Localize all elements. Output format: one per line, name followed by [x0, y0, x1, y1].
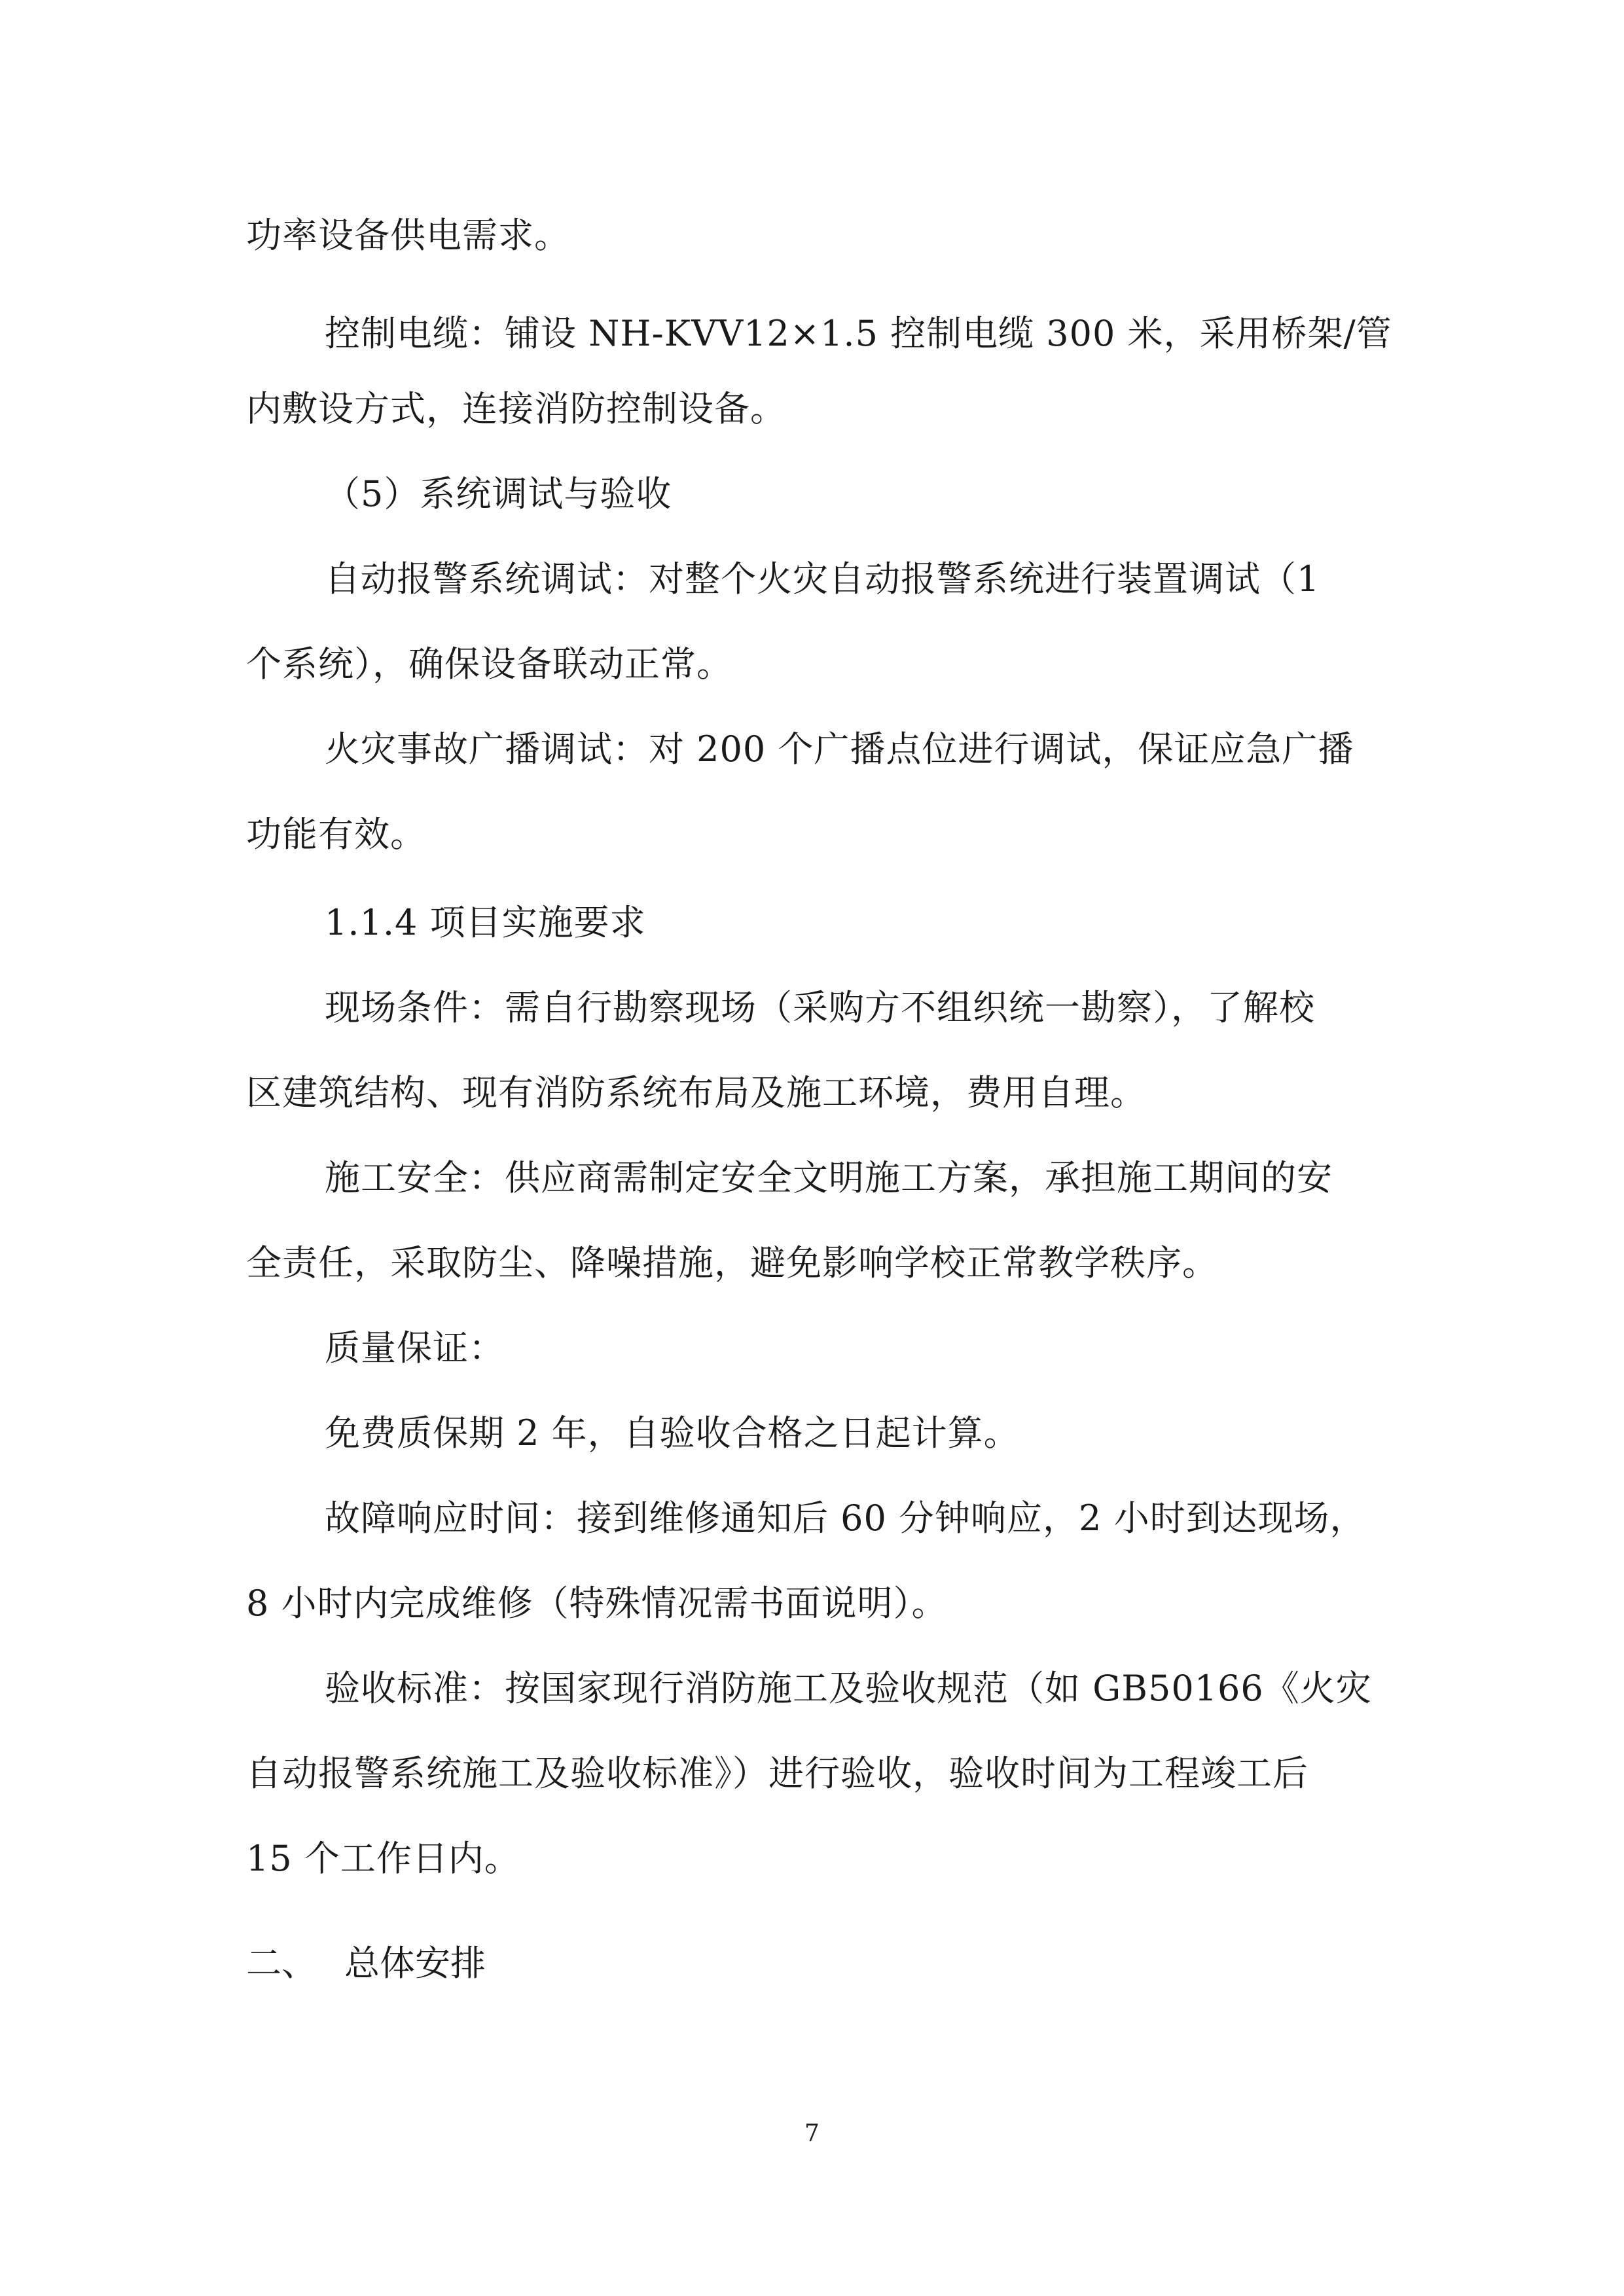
page-number: 7 — [804, 2120, 820, 2147]
paragraph-line: 个系统），确保设备联动正常。 — [246, 643, 732, 685]
paragraph-line: 质量保证： — [325, 1327, 505, 1369]
paragraph-line: 自动报警系统调试：对整个火灾自动报警系统进行装置调试（1 — [325, 558, 1320, 600]
paragraph-line: 8 小时内完成维修（特殊情况需书面说明）。 — [246, 1583, 948, 1624]
subsection-heading: 1.1.4 项目实施要求 — [325, 902, 646, 943]
paragraph-line: 验收标准：按国家现行消防施工及验收规范（如 GB50166《火灾 — [325, 1668, 1372, 1709]
paragraph-line: 现场条件：需自行勘察现场（采购方不组织统一勘察），了解校 — [325, 987, 1315, 1028]
section-number: 二、 — [246, 1943, 317, 1984]
paragraph-line: 施工安全：供应商需制定安全文明施工方案，承担施工期间的安 — [325, 1157, 1333, 1198]
paragraph-line: 区建筑结构、现有消防系统布局及施工环境，费用自理。 — [246, 1072, 1146, 1113]
paragraph-line: 火灾事故广播调试：对 200 个广播点位进行调试，保证应急广播 — [325, 728, 1354, 770]
section-title: 总体安排 — [344, 1943, 486, 1984]
paragraph-line: 故障响应时间：接到维修通知后 60 分钟响应，2 小时到达现场， — [325, 1498, 1366, 1539]
subsection-heading: （5）系统调试与验收 — [325, 473, 672, 514]
paragraph-line: 免费质保期 2 年，自验收合格之日起计算。 — [325, 1412, 1020, 1454]
paragraph-line: 15 个工作日内。 — [246, 1838, 520, 1879]
paragraph-line: 功能有效。 — [246, 814, 426, 855]
paragraph-line: 自动报警系统施工及验收标准》）进行验收，验收时间为工程竣工后 — [246, 1753, 1308, 1794]
paragraph-line: 功率设备供电需求。 — [246, 215, 570, 256]
paragraph-line: 全责任，采取防尘、降噪措施，避免影响学校正常教学秩序。 — [246, 1242, 1218, 1283]
paragraph-line: 控制电缆：铺设 NH-KVV12×1.5 控制电缆 300 米，采用桥架/管 — [325, 313, 1392, 354]
section-heading — [246, 1941, 486, 1986]
paragraph-line: 内敷设方式，连接消防控制设备。 — [246, 388, 786, 429]
